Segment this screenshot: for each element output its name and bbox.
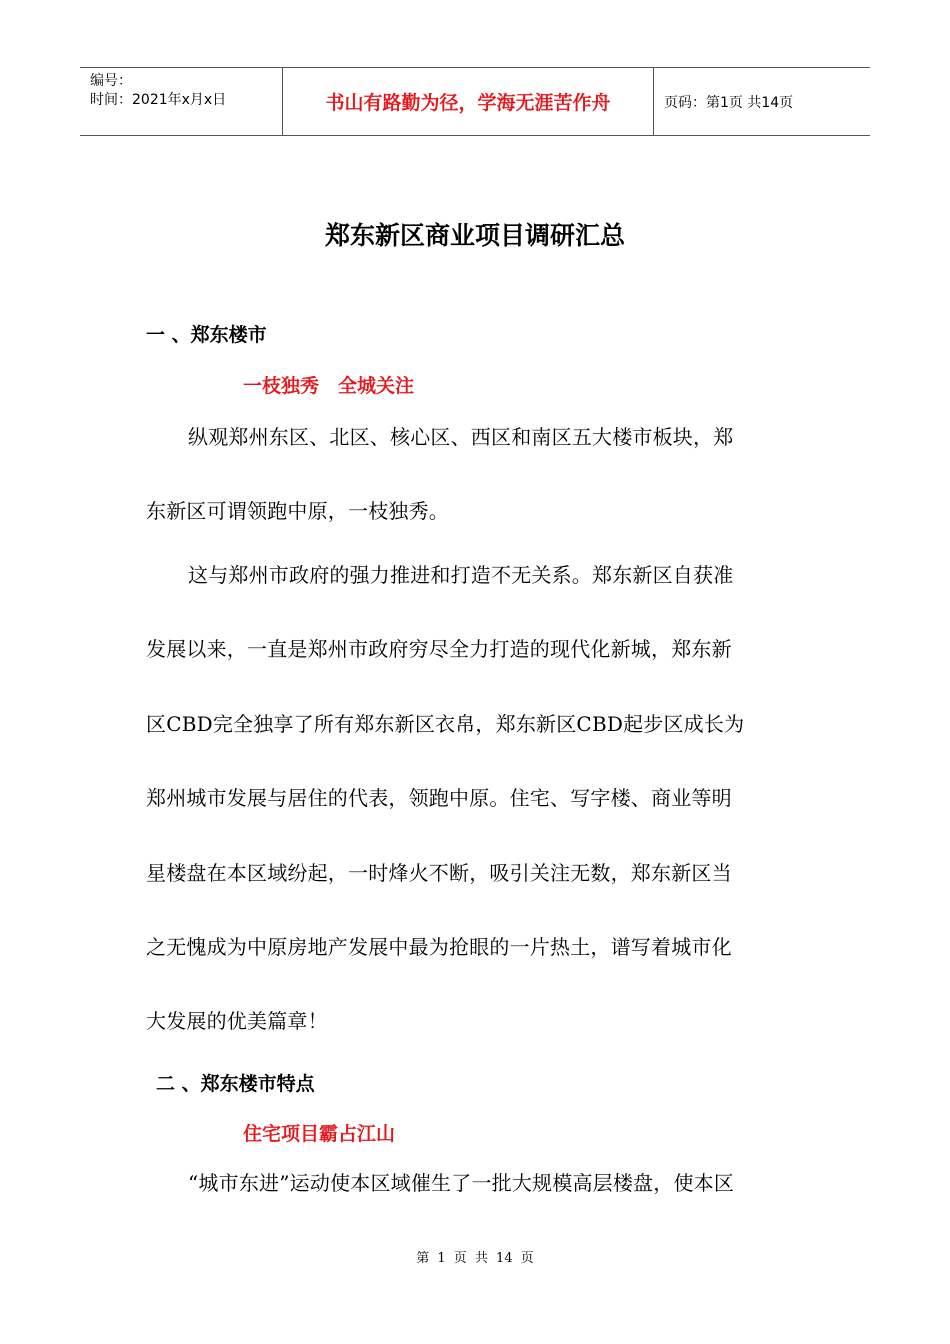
paragraph-line: 东新区可谓领跑中原，一枝独秀。 — [146, 499, 449, 523]
paragraph-line: 星楼盘在本区域纷起，一时烽火不断，吸引关注无数，郑东新区当 — [146, 861, 732, 885]
section-heading-2: 二 、郑东楼市特点 — [156, 1073, 315, 1095]
paragraph-line: 大发展的优美篇章！ — [146, 1009, 328, 1033]
paragraph-line: “城市东进”运动使本区域催生了一批大规模高层楼盘，使本区 — [188, 1171, 735, 1195]
date-label: 时间：2021年x月x日 — [90, 92, 227, 108]
number-label: 编号： — [90, 73, 132, 89]
document-title: 郑东新区商业项目调研汇总 — [324, 221, 625, 250]
section-subheading-2: 住宅项目霸占江山 — [243, 1123, 396, 1145]
paragraph-line: 纵观郑州东区、北区、核心区、西区和南区五大楼市板块，郑 — [188, 425, 734, 449]
page-footer: 第 1 页 共 14 页 — [416, 1251, 534, 1266]
section-heading-1: 一 、郑东楼市 — [146, 324, 267, 346]
page-header — [80, 67, 870, 136]
paragraph-line: 区CBD完全独享了所有郑东新区衣帛，郑东新区CBD起步区成长为 — [146, 712, 745, 736]
paragraph-line: 发展以来，一直是郑州市政府穷尽全力打造的现代化新城，郑东新 — [146, 637, 732, 661]
header-motto: 书山有路勤为径，学海无涯苦作舟 — [282, 68, 654, 135]
header-page-label: 页码：第1页 共14页 — [664, 94, 794, 111]
paragraph-line: 郑州城市发展与居住的代表，领跑中原。住宅、写字楼、商业等明 — [146, 786, 732, 810]
header-meta — [80, 68, 282, 135]
paragraph-line: 这与郑州市政府的强力推进和打造不无关系。郑东新区自获准 — [188, 563, 734, 587]
paragraph-line: 之无愧成为中原房地产发展中最为抢眼的一片热土，谱写着城市化 — [146, 935, 732, 959]
section-subheading-1: 一枝独秀 全城关注 — [243, 375, 415, 397]
